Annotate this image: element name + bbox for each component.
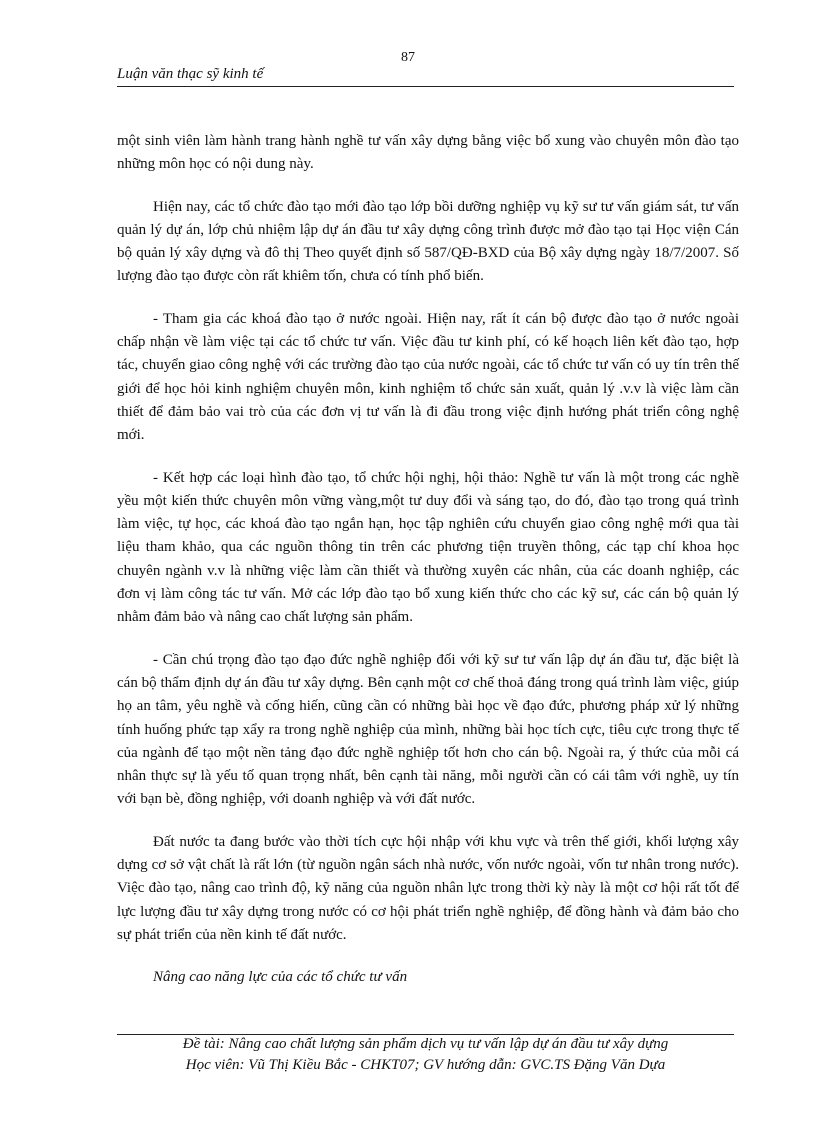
paragraph-overseas-training: - Tham gia các khoá đào tạo ở nước ngoài. Hiện nay, rất ít cán bộ được đào tạo ở nước ngoài chấp nhận về làm việc tại các tổ chức tư vấn. Việc đầu tư kinh phí, có kế hoạch liên kết đào tạo, hợp tác, chuyển giao công nghệ với các trường đào tạo của nước ngoài, các tổ chức tư vấn có uy tín trên thế giới để học hỏi kinh nghiệm chuyên môn, kinh nghiệm tổ chức sản xuất, quản lý .v.v là việc làm cần thiết để đảm bảo vai trò của các đơn vị tư vấn là đi đầu trong việc định hướng phát triển công nghệ mới. (117, 310, 739, 444)
paragraph-training-organizations: Hiện nay, các tổ chức đào tạo mới đào tạo lớp bồi dưỡng nghiệp vụ kỹ sư tư vấn giám sát, tư vấn quản lý dự án, lớp chủ nhiệm lập dự án đầu tư xây dựng công trình được mở đào tạo tại Học viện Cán bộ quản lý xây dựng và đô thị Theo quyết định số 587/QĐ-BXD của Bộ xây dựng ngày 18/7/2007. Số lượng đào tạo được còn rất khiêm tốn, chưa có tính phổ biến. (117, 198, 739, 285)
footer-student-info: Học viên: Vũ Thị Kiều Bắc - CHKT07; GV hướng dẫn: GVC.TS Đặng Văn Dựa (185, 1057, 666, 1073)
footer-thesis-topic: Đề tài: Nâng cao chất lượng sản phẩm dịch vụ tư vấn lập dự án đầu tư xây dựng (182, 1036, 669, 1052)
paragraph-continuation: một sinh viên làm hành trang hành nghề tư vấn xây dựng bằng việc bổ xung vào chuyên môn đào tạo những môn học có nội dung này. (117, 133, 739, 173)
paragraph-combined-training: - Kết hợp các loại hình đào tạo, tổ chức hội nghị, hội thảo: Nghề tư vấn là một trong các nghề yều một kiến thức chuyên môn vững vàng,một tư duy đổi và sáng tạo, do đó, đào tạo trong quá trình làm việc, tự học, các khoá đào tạo ngắn hạn, học tập nghiên cứu chuyển giao công nghệ mới qua tài liệu tham khảo, qua các nguồn thông tin trên các phương tiện truyền thông, các tạp chí khoa học chuyên ngành v.v là những việc làm cần thiết và thường xuyên các nhân, của các doanh nghiệp, các đơn vị làm công tác tư vấn. Mở các lớp đào tạo bổ xung kiến thức cho các kỹ sư, các cán bộ quản lý nhằm đảm bảo và nâng cao chất lượng sản phẩm. (117, 469, 739, 626)
paragraph-professional-ethics: - Cần chú trọng đào tạo đạo đức nghề nghiệp đối với kỹ sư tư vấn lập dự án đầu tư, đặc biệt là cán bộ thẩm định dự án đầu tư xây dựng. Bên cạnh một cơ chế thoả đáng trong quá trình làm việc, giúp họ an tâm, yêu nghề và cống hiến, cũng cần có những bài học về đạo đức, phương pháp xử lý những tính huống phức tạp xẩy ra trong nghề nghiệp của mình, những bài học tích cực, tiêu cực trong thực tế của ngành để tạo một nền tảng đạo đức nghề nghiệp tốt hơn cho cán bộ. Ngoài ra, ý thức của mỗi cá nhân thực sự là yếu tố quan trọng nhất, bên cạnh tài năng, mỗi người cần có cái tâm với nghề, uy tín với bạn bè, đồng nghiệp, với doanh nghiệp và với đất nước. (117, 651, 739, 808)
running-header-title: Luận văn thạc sỹ kinh tế (117, 66, 264, 82)
header-divider (117, 86, 734, 87)
section-heading: Nâng cao năng lực của các tổ chức tư vấn (153, 969, 408, 986)
paragraph-national-integration: Đất nước ta đang bước vào thời tích cực hội nhập với khu vực và trên thế giới, khối lượng xây dựng cơ sở vật chất là rất lớn (từ nguồn ngân sách nhà nước, vốn nước ngoài, vốn tư nhân trong nước). Việc đào tạo, nâng cao trình độ, kỹ năng của nguồn nhân lực trong thời kỳ này là một cơ hội rất tốt để lực lượng đầu tư xây dựng trong nước có cơ hội phát triển nghề nghiệp, để đồng hành và đảm bảo cho sự phát triển của nền kinh tế đất nước. (117, 833, 739, 943)
document-body (117, 130, 739, 1009)
page-number: 87 (401, 50, 415, 65)
footer-divider (117, 1034, 734, 1035)
